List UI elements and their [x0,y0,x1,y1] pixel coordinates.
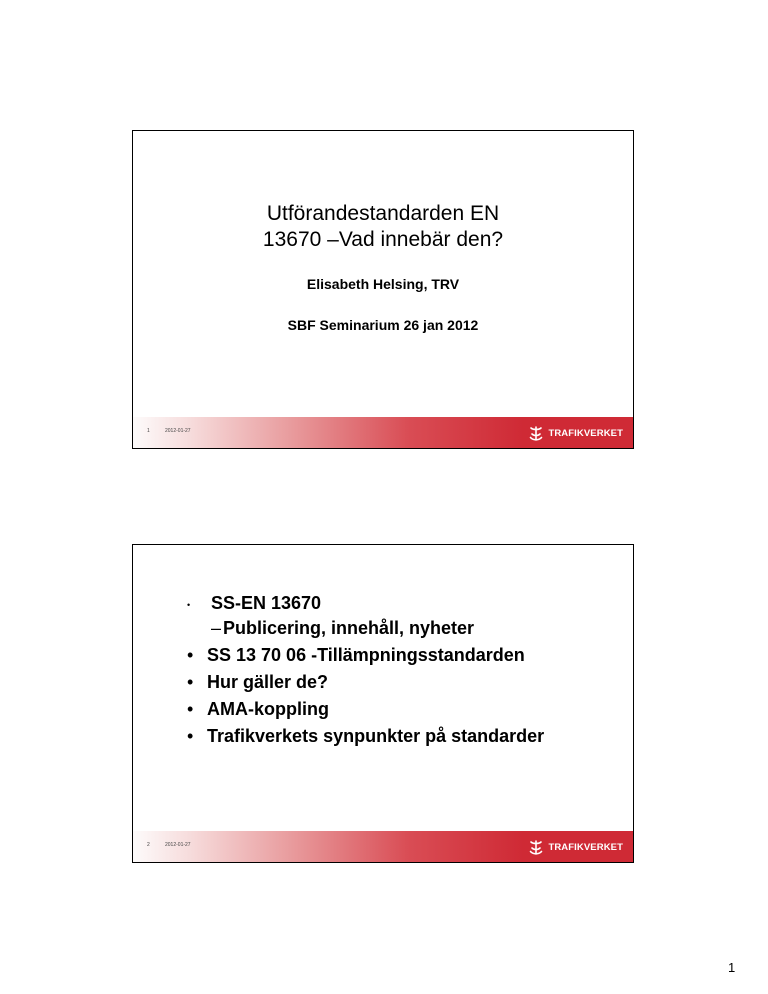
bullet-text: Publicering, innehåll, nyheter [223,618,475,638]
bullet-item [181,724,601,748]
bullet-text: SS-EN 13670 [211,593,322,613]
bullet-glyph: • [187,726,194,746]
brand-logo [528,837,623,857]
bullet-text: AMA-koppling [207,699,329,719]
bullet-item [181,697,601,721]
slide-footer [133,417,633,448]
bullet-glyph: • [187,600,191,610]
bullet-text: SS 13 70 06 -Tillämpningsstandarden [207,645,525,665]
bullet-glyph: • [187,699,194,719]
slide-title [133,201,633,253]
bullet-item [181,670,601,694]
slide-title-line-2: 13670 –Vad innebär den? [262,228,504,251]
bullet-glyph: • [187,672,194,692]
trafikverket-logo-icon [528,839,544,856]
slide-2 [132,544,634,863]
bullet-item [181,591,601,615]
sub-bullet-item [181,616,601,640]
bullet-list [181,591,601,751]
bullet-text: Hur gäller de? [207,672,329,692]
sub-bullet-glyph: – [211,618,222,638]
slide-title-line-1: Utförandestandarden EN [266,202,500,225]
bullet-item [181,643,601,667]
trafikverket-logo-icon [528,425,544,442]
slide-date: 2012-01-27 [165,842,191,848]
brand-logo [528,423,623,443]
page-number: 1 [728,960,736,975]
bullet-glyph: • [187,645,194,665]
slide-event: SBF Seminarium 26 jan 2012 [287,317,479,333]
bullet-text: Trafikverkets synpunkter på standarder [207,726,545,746]
slide-date: 2012-01-27 [165,428,191,434]
slide-number: 1 [147,428,150,434]
slide-number: 2 [147,842,150,848]
slide-footer [133,831,633,862]
brand-name: TRAFIKVERKET [548,841,623,853]
slide-1 [132,130,634,449]
slide-author: Elisabeth Helsing, TRV [306,276,460,292]
brand-name: TRAFIKVERKET [548,427,623,439]
